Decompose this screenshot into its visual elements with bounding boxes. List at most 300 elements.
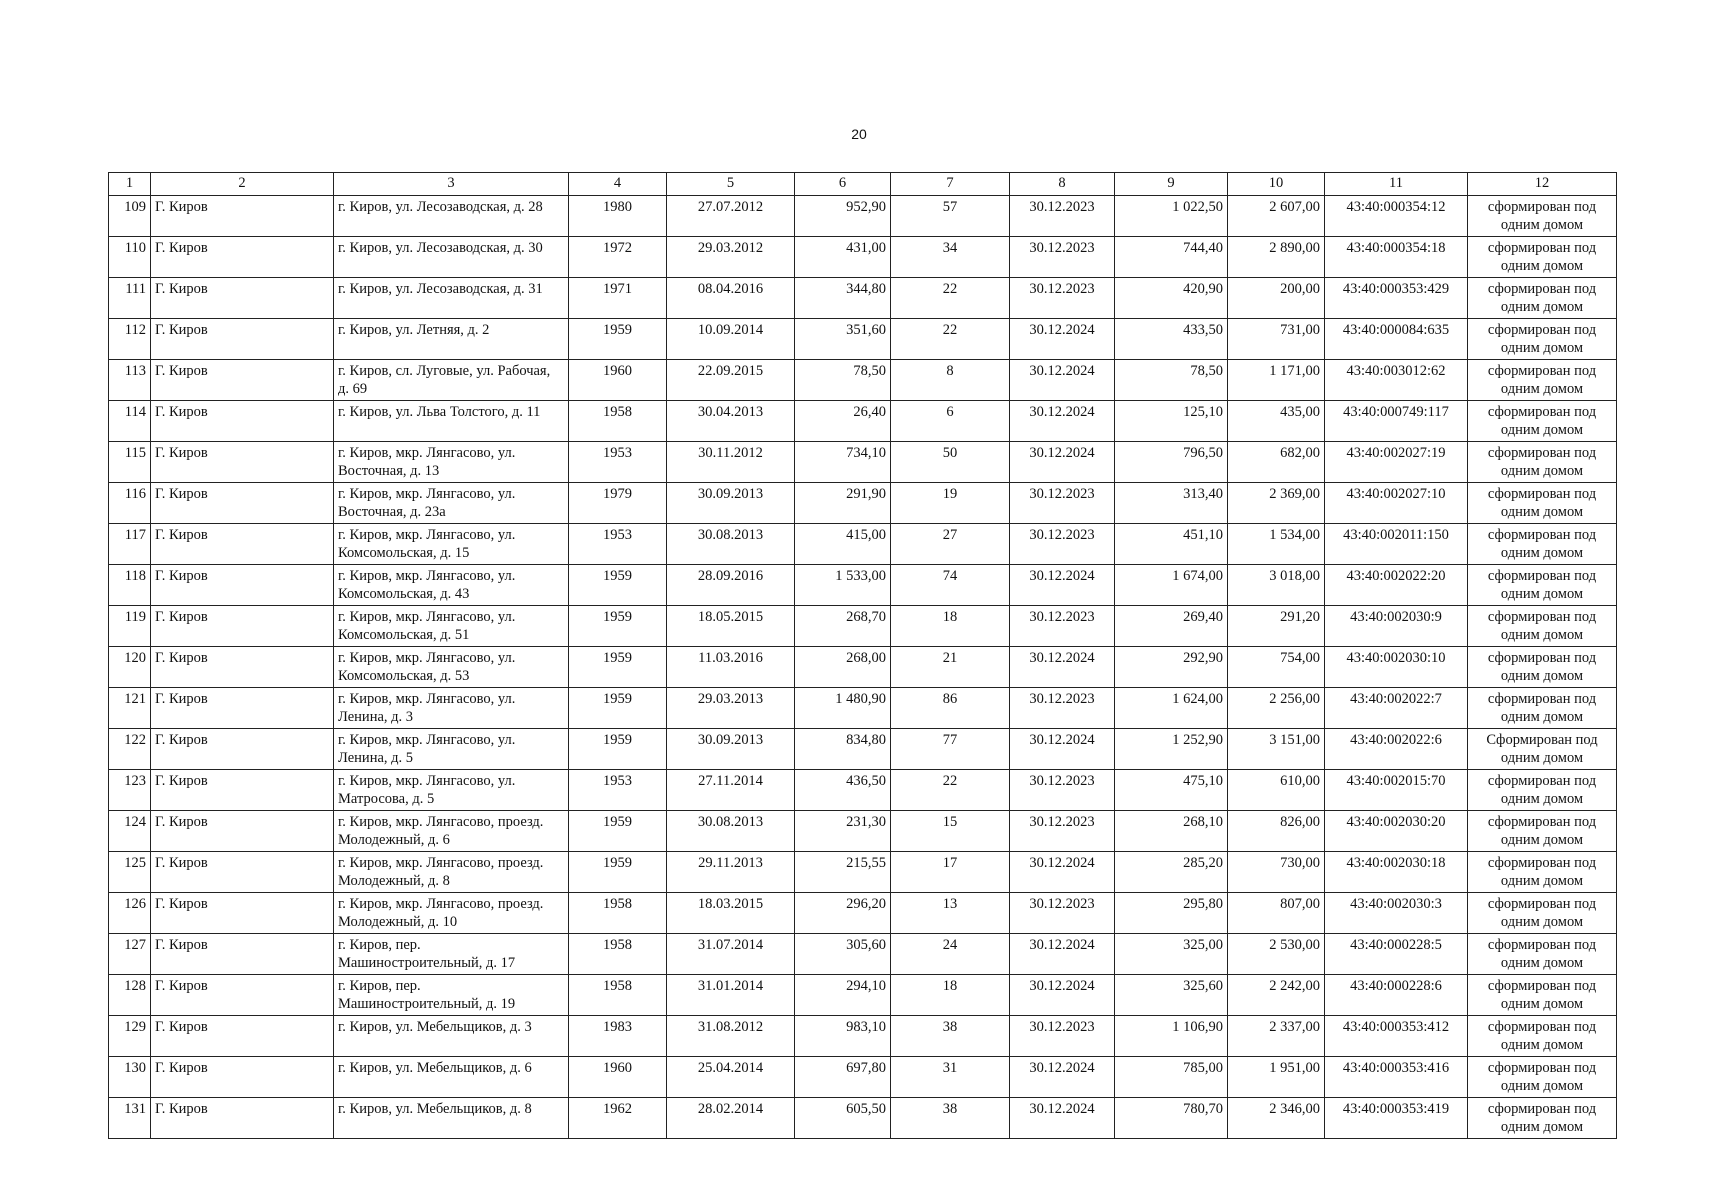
column-header-7: 7 [891,173,1010,196]
cell-address: г. Киров, ул. Летняя, д. 2 [334,319,569,360]
cell-land-status: сформирован под одним домом [1468,401,1617,442]
column-header-4: 4 [569,173,667,196]
column-header-3: 3 [334,173,569,196]
cell-address: г. Киров, ул. Льва Толстого, д. 11 [334,401,569,442]
cell-survey-date: 30.08.2013 [667,811,795,852]
cell-address: г. Киров, мкр. Лянгасово, ул. Восточная, д. 13 [334,442,569,483]
cell-municipality: Г. Киров [151,1016,334,1057]
cell-address: г. Киров, мкр. Лянгасово, ул. Восточная, д. 23а [334,483,569,524]
cell-total-area: 325,00 [1115,934,1228,975]
cell-land-status: сформирован под одним домом [1468,1016,1617,1057]
cell-total-area: 796,50 [1115,442,1228,483]
cell-total-area: 285,20 [1115,852,1228,893]
cell-survey-date: 29.11.2013 [667,852,795,893]
cell-land-area: 730,00 [1228,852,1325,893]
cell-land-area: 1 171,00 [1228,360,1325,401]
cell-survey-date: 30.08.2013 [667,524,795,565]
table-row [109,237,1617,278]
cell-deadline-date: 30.12.2023 [1010,524,1115,565]
cell-total-area: 785,00 [1115,1057,1228,1098]
cell-row-number: 126 [109,893,151,934]
cell-cadastral-number: 43:40:000353:419 [1325,1098,1468,1139]
cell-year-built: 1962 [569,1098,667,1139]
cell-total-area: 1 022,50 [1115,196,1228,237]
cell-row-number: 109 [109,196,151,237]
cell-area: 351,60 [795,319,891,360]
cell-area: 697,80 [795,1057,891,1098]
cell-residents: 57 [891,196,1010,237]
cell-area: 231,30 [795,811,891,852]
cell-address: г. Киров, мкр. Лянгасово, проезд. Молодежный, д. 8 [334,852,569,893]
cell-residents: 27 [891,524,1010,565]
column-header-9: 9 [1115,173,1228,196]
cell-survey-date: 27.07.2012 [667,196,795,237]
column-header-1: 1 [109,173,151,196]
cell-residents: 18 [891,606,1010,647]
cell-residents: 22 [891,278,1010,319]
cell-land-area: 435,00 [1228,401,1325,442]
cell-deadline-date: 30.12.2023 [1010,1016,1115,1057]
cell-area: 415,00 [795,524,891,565]
cell-land-area: 2 337,00 [1228,1016,1325,1057]
column-header-2: 2 [151,173,334,196]
cell-deadline-date: 30.12.2023 [1010,196,1115,237]
table-row [109,483,1617,524]
cell-address: г. Киров, ул. Мебельщиков, д. 8 [334,1098,569,1139]
cell-cadastral-number: 43:40:002027:19 [1325,442,1468,483]
cell-land-status: сформирован под одним домом [1468,483,1617,524]
cell-survey-date: 31.07.2014 [667,934,795,975]
cell-municipality: Г. Киров [151,852,334,893]
cell-row-number: 117 [109,524,151,565]
cell-survey-date: 31.01.2014 [667,975,795,1016]
page-number: 20 [851,126,867,142]
table-row [109,606,1617,647]
cell-cadastral-number: 43:40:002030:20 [1325,811,1468,852]
cell-residents: 22 [891,319,1010,360]
cell-row-number: 121 [109,688,151,729]
cell-land-area: 826,00 [1228,811,1325,852]
cell-land-status: сформирован под одним домом [1468,196,1617,237]
cell-address: г. Киров, мкр. Лянгасово, ул. Комсомольская, д. 43 [334,565,569,606]
cell-year-built: 1959 [569,688,667,729]
cell-land-area: 682,00 [1228,442,1325,483]
cell-year-built: 1959 [569,811,667,852]
cell-row-number: 118 [109,565,151,606]
cell-survey-date: 28.09.2016 [667,565,795,606]
cell-cadastral-number: 43:40:000749:117 [1325,401,1468,442]
cell-survey-date: 29.03.2013 [667,688,795,729]
cell-cadastral-number: 43:40:000353:416 [1325,1057,1468,1098]
cell-row-number: 113 [109,360,151,401]
cell-deadline-date: 30.12.2023 [1010,483,1115,524]
cell-land-area: 1 951,00 [1228,1057,1325,1098]
cell-row-number: 130 [109,1057,151,1098]
table-row [109,1016,1617,1057]
cell-cadastral-number: 43:40:002030:9 [1325,606,1468,647]
cell-survey-date: 29.03.2012 [667,237,795,278]
cell-municipality: Г. Киров [151,770,334,811]
cell-residents: 24 [891,934,1010,975]
cell-total-area: 325,60 [1115,975,1228,1016]
cell-deadline-date: 30.12.2023 [1010,278,1115,319]
cell-area: 78,50 [795,360,891,401]
table-row [109,196,1617,237]
cell-address: г. Киров, пер. Машиностроительный, д. 19 [334,975,569,1016]
cell-land-status: сформирован под одним домом [1468,237,1617,278]
cell-land-area: 3 018,00 [1228,565,1325,606]
cell-municipality: Г. Киров [151,360,334,401]
cell-year-built: 1959 [569,647,667,688]
cell-deadline-date: 30.12.2023 [1010,237,1115,278]
cell-land-status: сформирован под одним домом [1468,893,1617,934]
cell-residents: 13 [891,893,1010,934]
cell-cadastral-number: 43:40:000353:429 [1325,278,1468,319]
cell-deadline-date: 30.12.2024 [1010,934,1115,975]
cell-address: г. Киров, мкр. Лянгасово, ул. Ленина, д. 5 [334,729,569,770]
table-row [109,319,1617,360]
cell-land-status: сформирован под одним домом [1468,360,1617,401]
cell-land-area: 610,00 [1228,770,1325,811]
table-row [109,688,1617,729]
cell-land-status: сформирован под одним домом [1468,565,1617,606]
cell-municipality: Г. Киров [151,647,334,688]
cell-residents: 38 [891,1016,1010,1057]
cell-land-area: 291,20 [1228,606,1325,647]
cell-year-built: 1980 [569,196,667,237]
cell-cadastral-number: 43:40:002015:70 [1325,770,1468,811]
cell-residents: 17 [891,852,1010,893]
cell-cadastral-number: 43:40:002030:18 [1325,852,1468,893]
cell-total-area: 268,10 [1115,811,1228,852]
cell-row-number: 110 [109,237,151,278]
column-header-11: 11 [1325,173,1468,196]
cell-deadline-date: 30.12.2024 [1010,852,1115,893]
cell-land-area: 3 151,00 [1228,729,1325,770]
table-row [109,893,1617,934]
cell-survey-date: 30.09.2013 [667,729,795,770]
cell-survey-date: 11.03.2016 [667,647,795,688]
cell-deadline-date: 30.12.2024 [1010,401,1115,442]
table-row [109,770,1617,811]
cell-row-number: 112 [109,319,151,360]
cell-year-built: 1959 [569,852,667,893]
cell-area: 268,00 [795,647,891,688]
cell-land-status: сформирован под одним домом [1468,524,1617,565]
cell-cadastral-number: 43:40:003012:62 [1325,360,1468,401]
table-body [109,196,1617,1139]
cell-total-area: 295,80 [1115,893,1228,934]
cell-area: 26,40 [795,401,891,442]
cell-land-status: сформирован под одним домом [1468,1057,1617,1098]
cell-area: 291,90 [795,483,891,524]
cell-land-status: сформирован под одним домом [1468,975,1617,1016]
cell-row-number: 123 [109,770,151,811]
cell-municipality: Г. Киров [151,319,334,360]
cell-year-built: 1959 [569,729,667,770]
cell-land-status: сформирован под одним домом [1468,319,1617,360]
cell-land-status: сформирован под одним домом [1468,770,1617,811]
cell-land-area: 807,00 [1228,893,1325,934]
cell-deadline-date: 30.12.2024 [1010,319,1115,360]
cell-deadline-date: 30.12.2024 [1010,565,1115,606]
cell-year-built: 1960 [569,360,667,401]
cell-row-number: 114 [109,401,151,442]
cell-address: г. Киров, мкр. Лянгасово, проезд. Молодежный, д. 6 [334,811,569,852]
cell-cadastral-number: 43:40:000354:18 [1325,237,1468,278]
cell-address: г. Киров, сл. Луговые, ул. Рабочая, д. 69 [334,360,569,401]
cell-residents: 74 [891,565,1010,606]
cell-year-built: 1959 [569,606,667,647]
cell-deadline-date: 30.12.2024 [1010,729,1115,770]
cell-land-status: Сформирован под одним домом [1468,729,1617,770]
cell-survey-date: 08.04.2016 [667,278,795,319]
cell-cadastral-number: 43:40:002011:150 [1325,524,1468,565]
table-row [109,811,1617,852]
cell-row-number: 120 [109,647,151,688]
cell-year-built: 1953 [569,770,667,811]
cell-land-area: 2 242,00 [1228,975,1325,1016]
cell-survey-date: 18.03.2015 [667,893,795,934]
cell-address: г. Киров, ул. Лесозаводская, д. 28 [334,196,569,237]
cell-row-number: 111 [109,278,151,319]
cell-cadastral-number: 43:40:002022:7 [1325,688,1468,729]
table-row [109,975,1617,1016]
cell-residents: 86 [891,688,1010,729]
cell-municipality: Г. Киров [151,237,334,278]
cell-land-area: 1 534,00 [1228,524,1325,565]
cell-land-area: 731,00 [1228,319,1325,360]
cell-municipality: Г. Киров [151,196,334,237]
cell-year-built: 1958 [569,975,667,1016]
cell-row-number: 116 [109,483,151,524]
cell-total-area: 420,90 [1115,278,1228,319]
cell-municipality: Г. Киров [151,975,334,1016]
cell-land-area: 2 530,00 [1228,934,1325,975]
cell-survey-date: 28.02.2014 [667,1098,795,1139]
cell-land-status: сформирован под одним домом [1468,278,1617,319]
cell-residents: 77 [891,729,1010,770]
cell-land-status: сформирован под одним домом [1468,606,1617,647]
cell-address: г. Киров, мкр. Лянгасово, проезд. Молодежный, д. 10 [334,893,569,934]
cell-municipality: Г. Киров [151,606,334,647]
cell-deadline-date: 30.12.2024 [1010,647,1115,688]
cell-year-built: 1958 [569,934,667,975]
column-header-5: 5 [667,173,795,196]
cell-year-built: 1958 [569,401,667,442]
cell-row-number: 128 [109,975,151,1016]
cell-total-area: 1 106,90 [1115,1016,1228,1057]
cell-residents: 8 [891,360,1010,401]
cell-deadline-date: 30.12.2024 [1010,1057,1115,1098]
cell-residents: 38 [891,1098,1010,1139]
cell-address: г. Киров, пер. Машиностроительный, д. 17 [334,934,569,975]
table-row [109,852,1617,893]
cell-residents: 6 [891,401,1010,442]
cell-municipality: Г. Киров [151,401,334,442]
cell-land-status: сформирован под одним домом [1468,1098,1617,1139]
table-row [109,729,1617,770]
cell-survey-date: 18.05.2015 [667,606,795,647]
cell-survey-date: 30.11.2012 [667,442,795,483]
cell-land-area: 2 607,00 [1228,196,1325,237]
cell-area: 215,55 [795,852,891,893]
cell-total-area: 1 624,00 [1115,688,1228,729]
cell-municipality: Г. Киров [151,442,334,483]
column-header-8: 8 [1010,173,1115,196]
cell-area: 296,20 [795,893,891,934]
cell-area: 305,60 [795,934,891,975]
cell-year-built: 1958 [569,893,667,934]
cell-land-area: 2 346,00 [1228,1098,1325,1139]
cell-survey-date: 30.09.2013 [667,483,795,524]
table-row [109,1057,1617,1098]
cell-cadastral-number: 43:40:000353:412 [1325,1016,1468,1057]
cell-land-status: сформирован под одним домом [1468,934,1617,975]
table-row [109,1098,1617,1139]
cell-cadastral-number: 43:40:002022:20 [1325,565,1468,606]
cell-municipality: Г. Киров [151,483,334,524]
cell-row-number: 131 [109,1098,151,1139]
table-row [109,934,1617,975]
cell-area: 952,90 [795,196,891,237]
cell-total-area: 744,40 [1115,237,1228,278]
cell-total-area: 1 252,90 [1115,729,1228,770]
cell-survey-date: 22.09.2015 [667,360,795,401]
table-row [109,278,1617,319]
cell-deadline-date: 30.12.2023 [1010,606,1115,647]
cell-land-area: 754,00 [1228,647,1325,688]
table-row [109,647,1617,688]
cell-total-area: 433,50 [1115,319,1228,360]
cell-land-area: 2 369,00 [1228,483,1325,524]
table-row [109,401,1617,442]
cell-address: г. Киров, ул. Мебельщиков, д. 6 [334,1057,569,1098]
cell-area: 834,80 [795,729,891,770]
cell-address: г. Киров, мкр. Лянгасово, ул. Комсомольская, д. 51 [334,606,569,647]
cell-area: 605,50 [795,1098,891,1139]
cell-area: 431,00 [795,237,891,278]
cell-year-built: 1983 [569,1016,667,1057]
cell-area: 983,10 [795,1016,891,1057]
cell-cadastral-number: 43:40:000228:5 [1325,934,1468,975]
cell-residents: 15 [891,811,1010,852]
cell-row-number: 129 [109,1016,151,1057]
cell-land-status: сформирован под одним домом [1468,852,1617,893]
cell-row-number: 125 [109,852,151,893]
cell-deadline-date: 30.12.2023 [1010,893,1115,934]
cell-cadastral-number: 43:40:000228:6 [1325,975,1468,1016]
cell-total-area: 1 674,00 [1115,565,1228,606]
cell-area: 344,80 [795,278,891,319]
cell-total-area: 78,50 [1115,360,1228,401]
cell-cadastral-number: 43:40:002027:10 [1325,483,1468,524]
cell-area: 436,50 [795,770,891,811]
cell-address: г. Киров, ул. Мебельщиков, д. 3 [334,1016,569,1057]
cell-cadastral-number: 43:40:000354:12 [1325,196,1468,237]
column-header-6: 6 [795,173,891,196]
cell-survey-date: 31.08.2012 [667,1016,795,1057]
cell-address: г. Киров, мкр. Лянгасово, ул. Комсомольская, д. 53 [334,647,569,688]
column-header-10: 10 [1228,173,1325,196]
cell-residents: 34 [891,237,1010,278]
cell-cadastral-number: 43:40:000084:635 [1325,319,1468,360]
cell-residents: 50 [891,442,1010,483]
cell-row-number: 119 [109,606,151,647]
cell-deadline-date: 30.12.2023 [1010,770,1115,811]
cell-cadastral-number: 43:40:002030:10 [1325,647,1468,688]
column-number-row [109,173,1617,196]
cell-total-area: 125,10 [1115,401,1228,442]
table-row [109,524,1617,565]
cell-year-built: 1960 [569,1057,667,1098]
cell-address: г. Киров, ул. Лесозаводская, д. 30 [334,237,569,278]
cell-land-status: сформирован под одним домом [1468,647,1617,688]
cell-address: г. Киров, мкр. Лянгасово, ул. Матросова, д. 5 [334,770,569,811]
cell-deadline-date: 30.12.2024 [1010,975,1115,1016]
cell-total-area: 451,10 [1115,524,1228,565]
cell-total-area: 292,90 [1115,647,1228,688]
cell-deadline-date: 30.12.2023 [1010,688,1115,729]
cell-municipality: Г. Киров [151,811,334,852]
cell-area: 294,10 [795,975,891,1016]
cell-total-area: 313,40 [1115,483,1228,524]
cell-municipality: Г. Киров [151,893,334,934]
cell-total-area: 269,40 [1115,606,1228,647]
cell-cadastral-number: 43:40:002022:6 [1325,729,1468,770]
cell-area: 734,10 [795,442,891,483]
cell-deadline-date: 30.12.2024 [1010,442,1115,483]
cell-area: 1 480,90 [795,688,891,729]
cell-residents: 22 [891,770,1010,811]
cell-address: г. Киров, ул. Лесозаводская, д. 31 [334,278,569,319]
cell-survey-date: 25.04.2014 [667,1057,795,1098]
table-row [109,360,1617,401]
cell-municipality: Г. Киров [151,524,334,565]
cell-row-number: 115 [109,442,151,483]
table-row [109,565,1617,606]
cell-row-number: 122 [109,729,151,770]
cell-total-area: 475,10 [1115,770,1228,811]
cell-survey-date: 10.09.2014 [667,319,795,360]
cell-residents: 19 [891,483,1010,524]
cell-address: г. Киров, мкр. Лянгасово, ул. Комсомольская, д. 15 [334,524,569,565]
cell-year-built: 1972 [569,237,667,278]
cell-municipality: Г. Киров [151,934,334,975]
cell-municipality: Г. Киров [151,688,334,729]
column-header-12: 12 [1468,173,1617,196]
cell-municipality: Г. Киров [151,1098,334,1139]
cell-survey-date: 30.04.2013 [667,401,795,442]
cell-municipality: Г. Киров [151,1057,334,1098]
cell-land-status: сформирован под одним домом [1468,811,1617,852]
cell-area: 1 533,00 [795,565,891,606]
cell-land-area: 2 256,00 [1228,688,1325,729]
cell-deadline-date: 30.12.2024 [1010,360,1115,401]
cell-land-area: 200,00 [1228,278,1325,319]
cell-total-area: 780,70 [1115,1098,1228,1139]
cell-survey-date: 27.11.2014 [667,770,795,811]
cell-cadastral-number: 43:40:002030:3 [1325,893,1468,934]
cell-municipality: Г. Киров [151,729,334,770]
cell-municipality: Г. Киров [151,278,334,319]
cell-residents: 18 [891,975,1010,1016]
cell-address: г. Киров, мкр. Лянгасово, ул. Ленина, д. 3 [334,688,569,729]
cell-residents: 31 [891,1057,1010,1098]
cell-area: 268,70 [795,606,891,647]
cell-land-area: 2 890,00 [1228,237,1325,278]
cell-deadline-date: 30.12.2024 [1010,1098,1115,1139]
